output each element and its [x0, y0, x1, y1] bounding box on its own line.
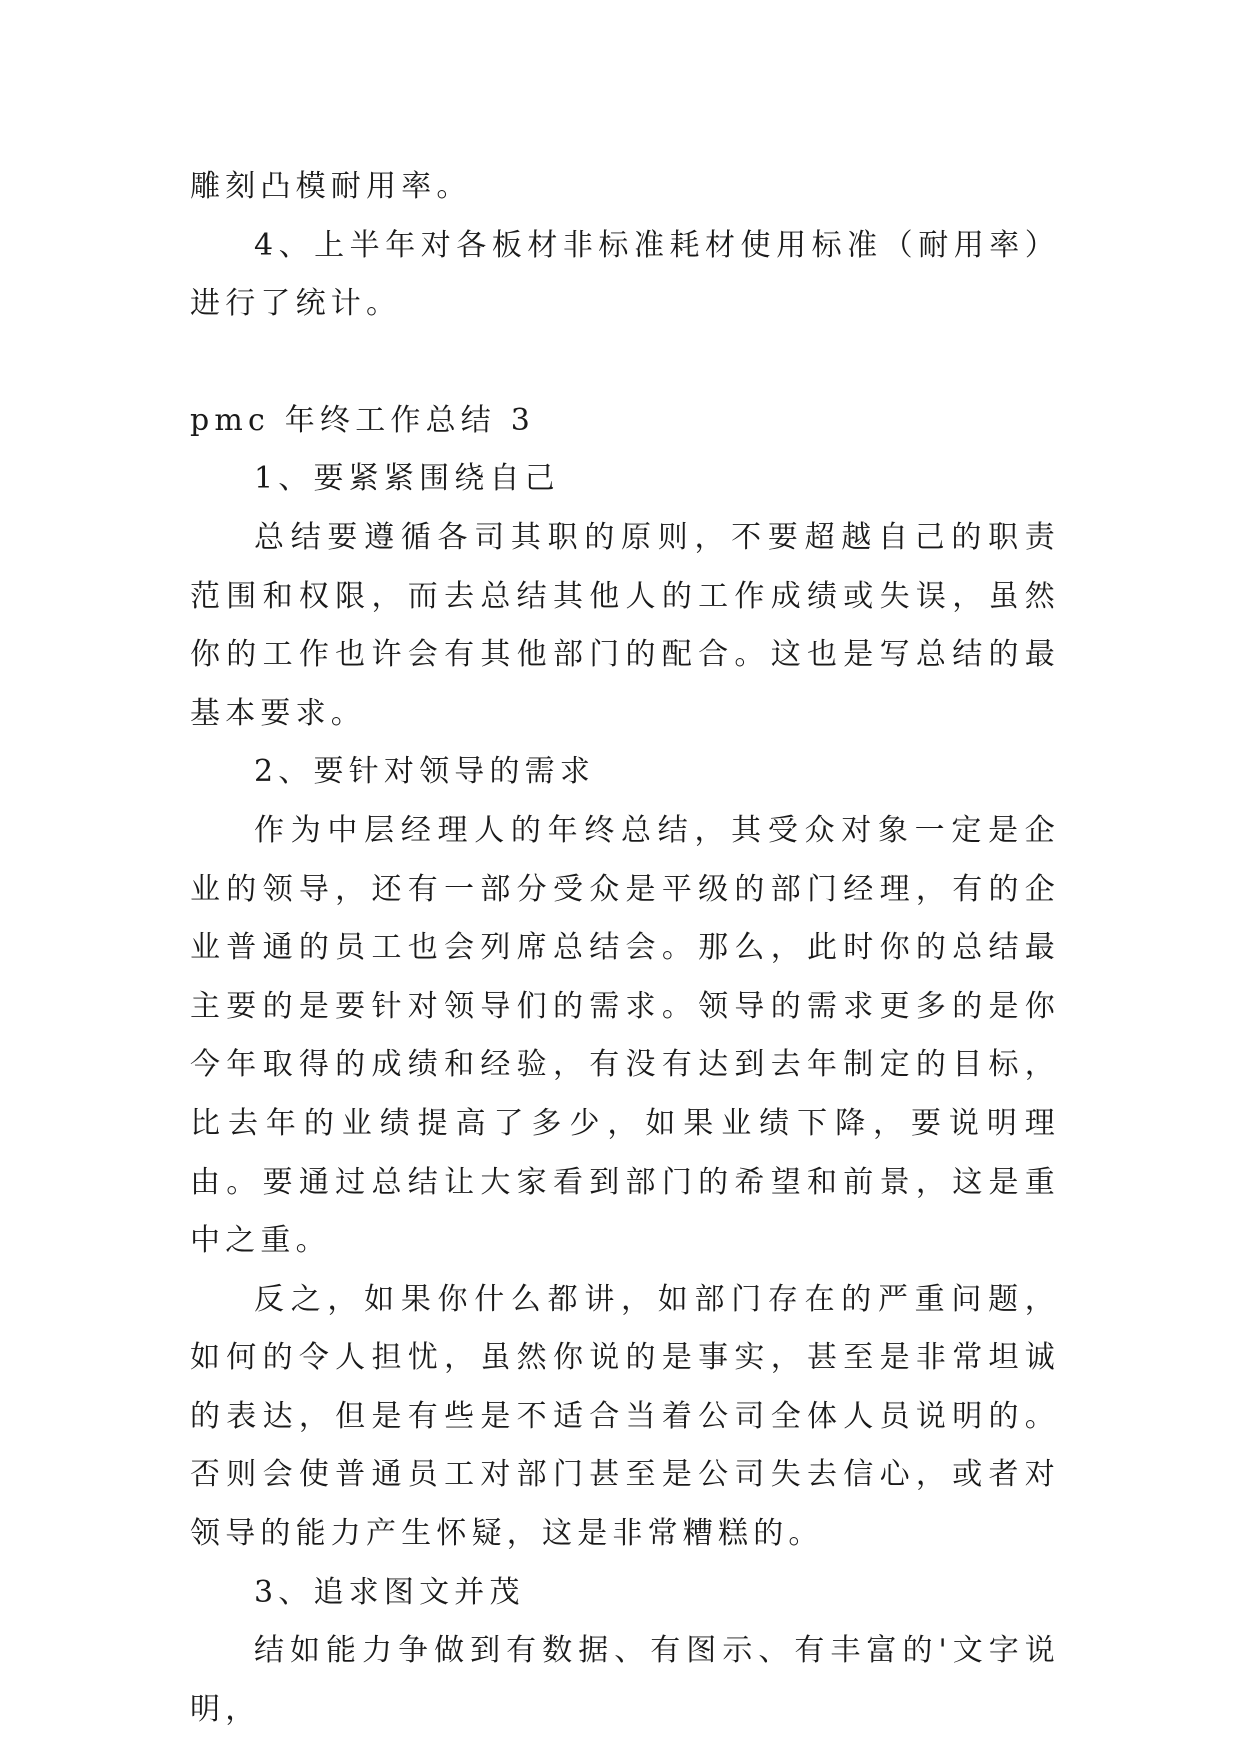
paragraph-3-body: 结如能力争做到有数据、有图示、有丰富的'文字说明，: [190, 1633, 1060, 1727]
paragraph-1-body: 总结要遵循各司其职的原则，不要超越自己的职责范围和权限，而去总结其他人的工作成绩或失误，虽然你的工作也许会有其他部门的配合。这也是写总结的最基本要求。: [190, 519, 1060, 731]
subheading-3: 3、追求图文并茂: [254, 1574, 525, 1610]
subheading-1: 1、要紧紧围绕自己: [254, 461, 560, 497]
document-body: [190, 158, 1060, 1739]
paragraph-2-continued: 反之，如果你什么都讲，如部门存在的严重问题，如何的令人担忧，虽然你说的是事实，甚至是非常坦诚的表达，但是有些是不适合当着公司全体人员说明的。否则会使普通员工对部门甚至是公司失去信心，或者对领导的能力产生怀疑，这是非常糟糕的。: [190, 1281, 1060, 1552]
paragraph-2-body: 作为中层经理人的年终总结，其受众对象一定是企业的领导，还有一部分受众是平级的部门经理，有的企业普通的员工也会列席总结会。那么，此时你的总结最主要的是要针对领导们的需求。领导的需求更多的是你今年取得的成绩和经验，有没有达到去年制定的目标，比去年的业绩提高了多少，如果业绩下降，要说明理由。要通过总结让大家看到部门的希望和前景，这是重中之重。: [190, 812, 1060, 1259]
paragraph-item-4: 4、上半年对各板材非标准耗材使用标准（耐用率）进行了统计。: [190, 227, 1060, 322]
paragraph-continuation: 雕刻凸模耐用率。: [190, 169, 472, 204]
section-spacer: [190, 334, 1060, 392]
subheading-2: 2、要针对领导的需求: [254, 754, 596, 790]
section-heading: pmc 年终工作总结 3: [190, 402, 536, 438]
